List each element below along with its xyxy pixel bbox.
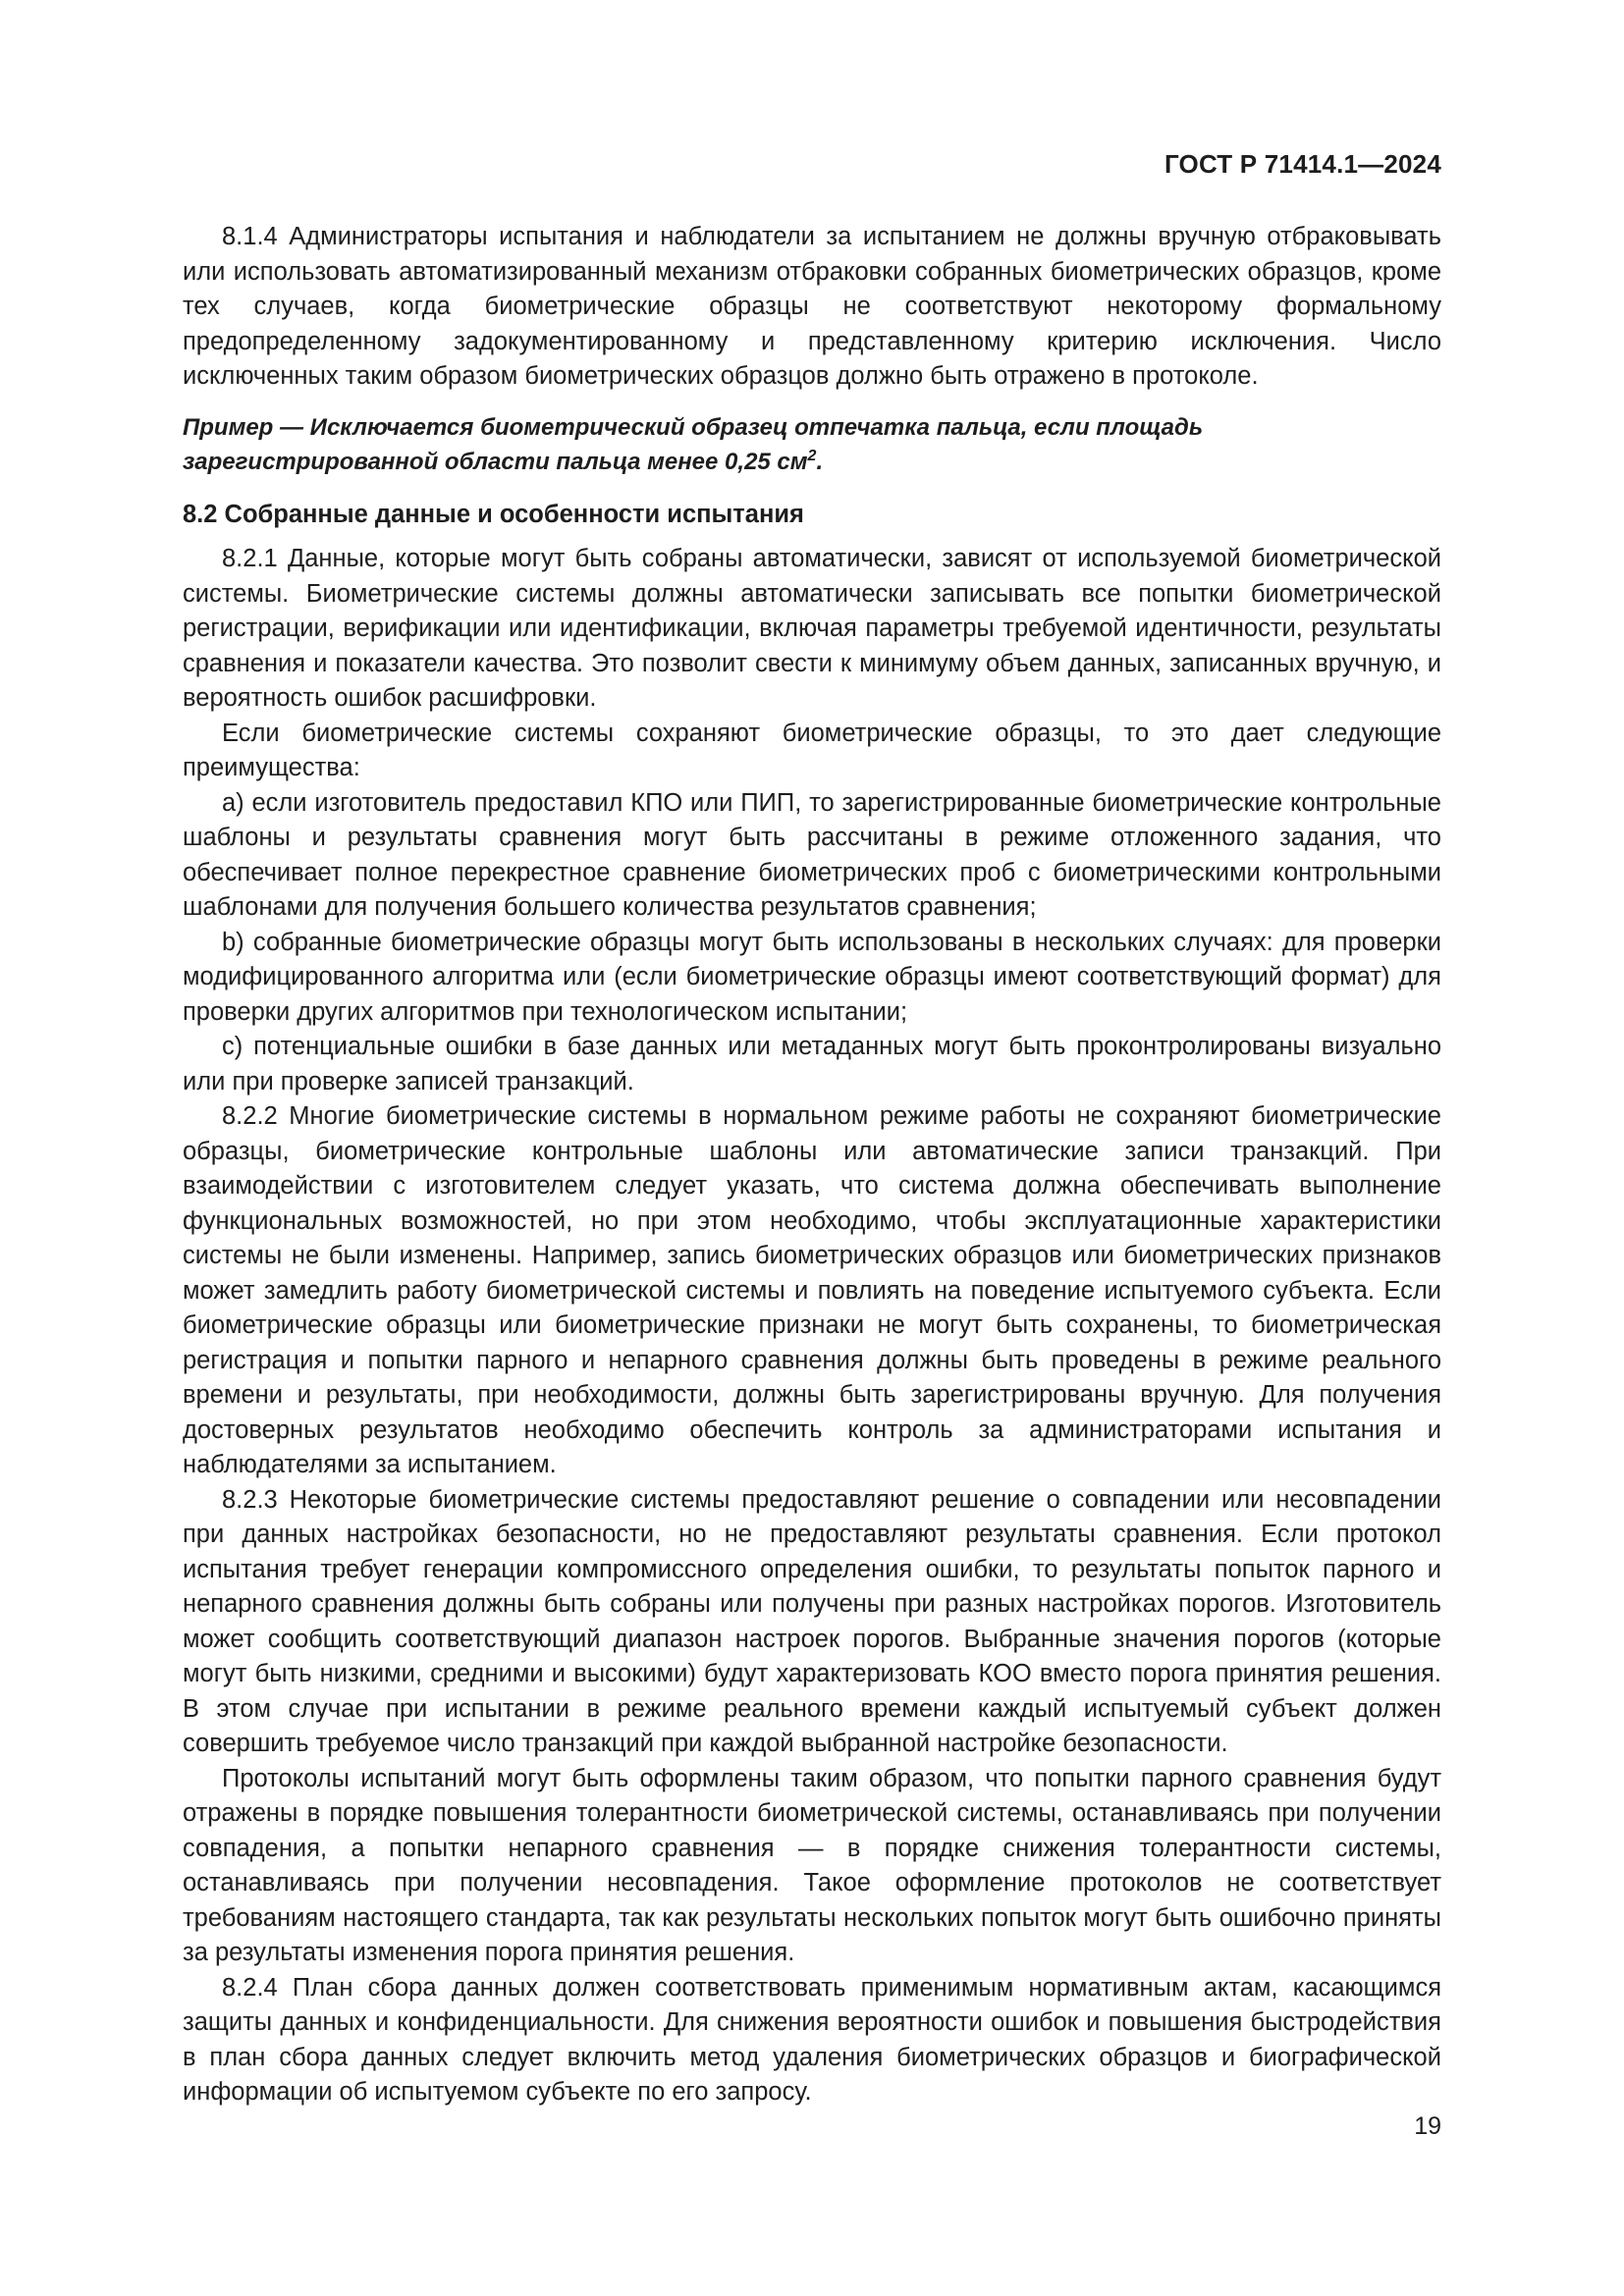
paragraph-8-2-4: 8.2.4 План сбора данных должен соответствовать применимым нормативным актам, касающимся защиты данных и конфиденциальности. Для снижения вероятности ошибок и повышения быстродействия в план сбора данных следует включить метод удаления биометрических образцов и биографической информации об испытуемом субъекте по его запросу. bbox=[183, 1973, 1441, 2106]
standard-header: ГОСТ Р 71414.1—2024 bbox=[1164, 149, 1441, 179]
paragraph-8-2-3: 8.2.3 Некоторые биометрические системы предоставляют решение о совпадении или несовпадении при данных настройках безопасности, но не предоставляют результаты сравнения. Если протокол испытания требует генерации компромиссного определения ошибки, то результаты попыток парного и непарного сравнения должны быть собраны или получены при разных настройках порогов. Изготовитель может сообщить соответствующий диапазон настроек порогов. Выбранные значения порогов (которые могут быть низкими, средними и высокими) будут характеризовать КОО вместо порога принятия решения. В этом случае при испытании в режиме реального времени каждый испытуемый субъект должен совершить требуемое число транзакций при каждой выбранной настройке безопасности. bbox=[183, 1485, 1441, 1757]
paragraph-8-2-1: 8.2.1 Данные, которые могут быть собраны автоматически, зависят от используемой биометрической системы. Биометрические системы должны автоматически записывать все попытки биометрической регистрации, верификации или идентификации, включая параметры требуемой идентичности, результаты сравнения и показатели качества. Это позволит свести к минимуму объем данных, записанных вручную, и вероятность ошибок расшифровки. bbox=[183, 545, 1441, 712]
list-item-a: a) если изготовитель предоставил КПО или ПИП, то зарегистрированные биометрические контрольные шаблоны и результаты сравнения могут быть рассчитаны в режиме отложенного задания, что обеспечивает полное перекрестное сравнение биометрических проб с биометрическими контрольными шаблонами для получения большего количества результатов сравнения; bbox=[183, 788, 1441, 921]
list-item-b: b) собранные биометрические образцы могут быть использованы в нескольких случаях: для проверки модифицированного алгоритма или (если биометрические образцы имеют соответствующий формат) для проверки других алгоритмов при технологическом испытании; bbox=[183, 928, 1441, 1026]
example-end: . bbox=[816, 449, 824, 475]
paragraph-8-2-2: 8.2.2 Многие биометрические системы в нормальном режиме работы не сохраняют биометрические образцы, биометрические контрольные шаблоны или автоматические записи транзакций. При взаимодействии с изготовителем следует указать, что система должна обеспечивать выполнение функциональных возможностей, но при этом необходимо, чтобы эксплуатационные характеристики системы не были изменены. Например, запись биометрических образцов или биометрических признаков может замедлить работу биометрической системы и повлиять на поведение испытуемого субъекта. Если биометрические образцы или биометрические признаки не могут быть сохранены, то биометрическая регистрация и попытки парного и непарного сравнения должны быть проведены в режиме реального времени и результаты, при необходимости, должны быть зарегистрированы вручную. Для получения достоверных результатов необходимо обеспечить контроль за администраторами испытания и наблюдателями за испытанием. bbox=[183, 1102, 1441, 1478]
list-item-c: c) потенциальные ошибки в базе данных или метаданных могут быть проконтролированы визуально или при проверке записей транзакций. bbox=[183, 1033, 1441, 1095]
example-superscript: 2 bbox=[807, 448, 817, 464]
section-heading-8-2: 8.2 Собранные данные и особенности испытания bbox=[183, 500, 804, 528]
paragraph-advantages: Если биометрические системы сохраняют биометрические образцы, то это дает следующие преимущества: bbox=[183, 719, 1441, 781]
example-text: Пример — Исключается биометрический образец отпечатка пальца, если площадь зарегистрированной области пальца менее 0,25 см bbox=[183, 413, 1204, 475]
page-content bbox=[183, 220, 1441, 2110]
page-number: 19 bbox=[1414, 2112, 1441, 2140]
paragraph-8-1-4: 8.1.4 Администраторы испытания и наблюдатели за испытанием не должны вручную отбраковывать или использовать автоматизированный механизм отбраковки собранных биометрических образцов, кроме тех случаев, когда биометрические образцы не соответствуют некоторому формальному предопределенному задокументированному и представленному критерию исключения. Число исключенных таким образом биометрических образцов должно быть отражено в протоколе. bbox=[183, 223, 1441, 390]
example-note bbox=[183, 410, 1441, 480]
paragraph-protocols: Протоколы испытаний могут быть оформлены таким образом, что попытки парного сравнения будут отражены в порядке повышения толерантности биометрической системы, останавливаясь при получении совпадения, а попытки непарного сравнения — в порядке снижения толерантности системы, останавливаясь при получении несовпадения. Такое оформление протоколов не соответствует требованиям настоящего стандарта, так как результаты нескольких попыток могут быть ошибочно приняты за результаты изменения порога принятия решения. bbox=[183, 1764, 1441, 1966]
